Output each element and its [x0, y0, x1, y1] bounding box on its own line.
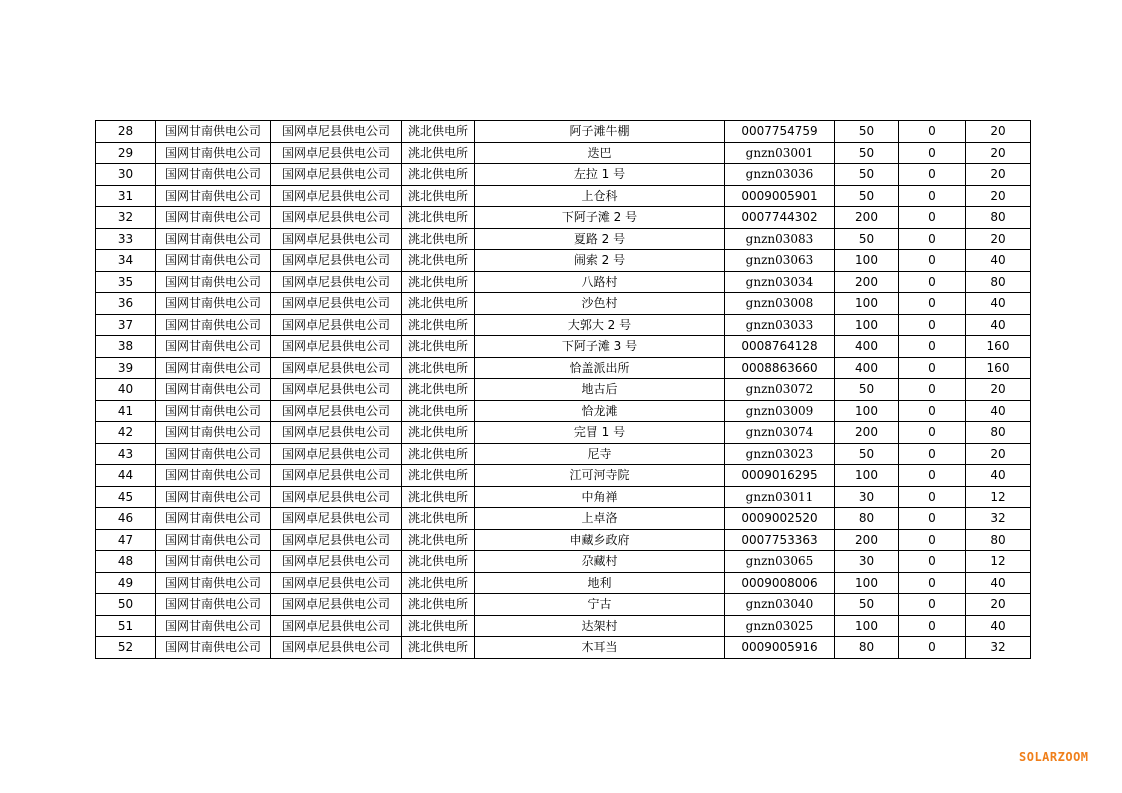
meter-code-cell: gnzn03033	[725, 314, 835, 336]
site-name-cell: 闹索 2 号	[475, 250, 725, 272]
site-name-cell: 迭巴	[475, 142, 725, 164]
station-cell: 洮北供电所	[402, 250, 475, 272]
solarzoom-watermark: SOLARZOOM	[1019, 750, 1089, 764]
value-cell: 0	[899, 250, 966, 272]
value-cell: 0	[899, 271, 966, 293]
station-cell: 洮北供电所	[402, 293, 475, 315]
station-cell: 洮北供电所	[402, 271, 475, 293]
station-cell: 洮北供电所	[402, 207, 475, 229]
value-cell: 0	[899, 615, 966, 637]
site-name-cell: 地古后	[475, 379, 725, 401]
table-row	[96, 142, 1031, 164]
row-index-cell: 29	[96, 142, 156, 164]
meter-code-cell: gnzn03074	[725, 422, 835, 444]
value-cell: 0	[899, 142, 966, 164]
site-name-cell: 尕藏村	[475, 551, 725, 573]
amount-cell: 40	[966, 615, 1031, 637]
row-index-cell: 39	[96, 357, 156, 379]
meter-code-cell: 0008863660	[725, 357, 835, 379]
county-company-cell: 国网卓尼县供电公司	[271, 164, 402, 186]
county-company-cell: 国网卓尼县供电公司	[271, 185, 402, 207]
company-cell: 国网甘南供电公司	[156, 228, 271, 250]
company-cell: 国网甘南供电公司	[156, 207, 271, 229]
company-cell: 国网甘南供电公司	[156, 164, 271, 186]
capacity-cell: 80	[835, 508, 899, 530]
meter-code-cell: 0007753363	[725, 529, 835, 551]
station-cell: 洮北供电所	[402, 508, 475, 530]
county-company-cell: 国网卓尼县供电公司	[271, 379, 402, 401]
station-cell: 洮北供电所	[402, 443, 475, 465]
site-name-cell: 宁古	[475, 594, 725, 616]
row-index-cell: 41	[96, 400, 156, 422]
value-cell: 0	[899, 400, 966, 422]
value-cell: 0	[899, 637, 966, 659]
table-row	[96, 594, 1031, 616]
amount-cell: 160	[966, 336, 1031, 358]
row-index-cell: 51	[96, 615, 156, 637]
meter-code-cell: 0009008006	[725, 572, 835, 594]
company-cell: 国网甘南供电公司	[156, 594, 271, 616]
value-cell: 0	[899, 185, 966, 207]
capacity-cell: 100	[835, 293, 899, 315]
value-cell: 0	[899, 293, 966, 315]
row-index-cell: 37	[96, 314, 156, 336]
site-name-cell: 大郭大 2 号	[475, 314, 725, 336]
meter-code-cell: gnzn03083	[725, 228, 835, 250]
county-company-cell: 国网卓尼县供电公司	[271, 615, 402, 637]
station-cell: 洮北供电所	[402, 142, 475, 164]
site-name-cell: 下阿子滩 3 号	[475, 336, 725, 358]
row-index-cell: 43	[96, 443, 156, 465]
site-name-cell: 地利	[475, 572, 725, 594]
meter-code-cell: gnzn03025	[725, 615, 835, 637]
row-index-cell: 33	[96, 228, 156, 250]
row-index-cell: 30	[96, 164, 156, 186]
capacity-cell: 50	[835, 185, 899, 207]
station-cell: 洮北供电所	[402, 637, 475, 659]
amount-cell: 80	[966, 271, 1031, 293]
capacity-cell: 80	[835, 637, 899, 659]
capacity-cell: 100	[835, 400, 899, 422]
company-cell: 国网甘南供电公司	[156, 443, 271, 465]
capacity-cell: 50	[835, 379, 899, 401]
row-index-cell: 50	[96, 594, 156, 616]
value-cell: 0	[899, 207, 966, 229]
station-cell: 洮北供电所	[402, 336, 475, 358]
capacity-cell: 100	[835, 250, 899, 272]
table-row	[96, 637, 1031, 659]
company-cell: 国网甘南供电公司	[156, 357, 271, 379]
site-name-cell: 左拉 1 号	[475, 164, 725, 186]
row-index-cell: 35	[96, 271, 156, 293]
amount-cell: 20	[966, 379, 1031, 401]
county-company-cell: 国网卓尼县供电公司	[271, 422, 402, 444]
site-name-cell: 八路村	[475, 271, 725, 293]
capacity-cell: 30	[835, 551, 899, 573]
county-company-cell: 国网卓尼县供电公司	[271, 271, 402, 293]
value-cell: 0	[899, 443, 966, 465]
row-index-cell: 28	[96, 121, 156, 143]
meter-code-cell: gnzn03008	[725, 293, 835, 315]
station-cell: 洮北供电所	[402, 379, 475, 401]
row-index-cell: 31	[96, 185, 156, 207]
company-cell: 国网甘南供电公司	[156, 293, 271, 315]
county-company-cell: 国网卓尼县供电公司	[271, 228, 402, 250]
row-index-cell: 32	[96, 207, 156, 229]
county-company-cell: 国网卓尼县供电公司	[271, 594, 402, 616]
station-cell: 洮北供电所	[402, 185, 475, 207]
table-row	[96, 250, 1031, 272]
meter-code-cell: gnzn03009	[725, 400, 835, 422]
county-company-cell: 国网卓尼县供电公司	[271, 293, 402, 315]
amount-cell: 80	[966, 207, 1031, 229]
station-cell: 洮北供电所	[402, 529, 475, 551]
county-company-cell: 国网卓尼县供电公司	[271, 250, 402, 272]
site-name-cell: 下阿子滩 2 号	[475, 207, 725, 229]
company-cell: 国网甘南供电公司	[156, 615, 271, 637]
amount-cell: 20	[966, 228, 1031, 250]
meter-code-cell: 0007754759	[725, 121, 835, 143]
table-row	[96, 228, 1031, 250]
station-cell: 洮北供电所	[402, 314, 475, 336]
site-name-cell: 完冒 1 号	[475, 422, 725, 444]
meter-code-cell: gnzn03040	[725, 594, 835, 616]
capacity-cell: 50	[835, 228, 899, 250]
company-cell: 国网甘南供电公司	[156, 422, 271, 444]
company-cell: 国网甘南供电公司	[156, 121, 271, 143]
capacity-cell: 200	[835, 207, 899, 229]
station-cell: 洮北供电所	[402, 551, 475, 573]
row-index-cell: 38	[96, 336, 156, 358]
row-index-cell: 49	[96, 572, 156, 594]
county-company-cell: 国网卓尼县供电公司	[271, 443, 402, 465]
meter-code-cell: gnzn03036	[725, 164, 835, 186]
station-cell: 洮北供电所	[402, 121, 475, 143]
table-row	[96, 465, 1031, 487]
county-company-cell: 国网卓尼县供电公司	[271, 465, 402, 487]
table-row	[96, 529, 1031, 551]
value-cell: 0	[899, 465, 966, 487]
capacity-cell: 50	[835, 164, 899, 186]
county-company-cell: 国网卓尼县供电公司	[271, 637, 402, 659]
table-row	[96, 551, 1031, 573]
company-cell: 国网甘南供电公司	[156, 400, 271, 422]
table-row	[96, 572, 1031, 594]
company-cell: 国网甘南供电公司	[156, 336, 271, 358]
capacity-cell: 50	[835, 121, 899, 143]
station-cell: 洮北供电所	[402, 357, 475, 379]
value-cell: 0	[899, 379, 966, 401]
row-index-cell: 48	[96, 551, 156, 573]
county-company-cell: 国网卓尼县供电公司	[271, 336, 402, 358]
site-name-cell: 恰龙滩	[475, 400, 725, 422]
county-company-cell: 国网卓尼县供电公司	[271, 529, 402, 551]
site-name-cell: 上仓科	[475, 185, 725, 207]
amount-cell: 40	[966, 293, 1031, 315]
row-index-cell: 36	[96, 293, 156, 315]
value-cell: 0	[899, 357, 966, 379]
amount-cell: 20	[966, 164, 1031, 186]
amount-cell: 12	[966, 486, 1031, 508]
table-body	[96, 121, 1031, 659]
meter-code-cell: 0009005916	[725, 637, 835, 659]
capacity-cell: 400	[835, 336, 899, 358]
amount-cell: 20	[966, 185, 1031, 207]
capacity-cell: 30	[835, 486, 899, 508]
county-company-cell: 国网卓尼县供电公司	[271, 357, 402, 379]
capacity-cell: 100	[835, 465, 899, 487]
site-name-cell: 江可河寺院	[475, 465, 725, 487]
capacity-cell: 50	[835, 142, 899, 164]
station-cell: 洮北供电所	[402, 465, 475, 487]
value-cell: 0	[899, 551, 966, 573]
county-company-cell: 国网卓尼县供电公司	[271, 314, 402, 336]
site-name-cell: 尼寺	[475, 443, 725, 465]
company-cell: 国网甘南供电公司	[156, 185, 271, 207]
table-row	[96, 164, 1031, 186]
table-row	[96, 508, 1031, 530]
value-cell: 0	[899, 594, 966, 616]
company-cell: 国网甘南供电公司	[156, 529, 271, 551]
meter-code-cell: 0009016295	[725, 465, 835, 487]
site-name-cell: 沙色村	[475, 293, 725, 315]
capacity-cell: 100	[835, 314, 899, 336]
site-name-cell: 达架村	[475, 615, 725, 637]
table-row	[96, 357, 1031, 379]
meter-code-cell: 0008764128	[725, 336, 835, 358]
site-name-cell: 上卓洛	[475, 508, 725, 530]
company-cell: 国网甘南供电公司	[156, 508, 271, 530]
table-row	[96, 207, 1031, 229]
table-row	[96, 615, 1031, 637]
value-cell: 0	[899, 314, 966, 336]
company-cell: 国网甘南供电公司	[156, 465, 271, 487]
county-company-cell: 国网卓尼县供电公司	[271, 400, 402, 422]
company-cell: 国网甘南供电公司	[156, 551, 271, 573]
data-table	[95, 120, 1031, 659]
value-cell: 0	[899, 529, 966, 551]
meter-code-cell: 0007744302	[725, 207, 835, 229]
table-row	[96, 443, 1031, 465]
capacity-cell: 50	[835, 443, 899, 465]
site-name-cell: 恰盖派出所	[475, 357, 725, 379]
amount-cell: 20	[966, 142, 1031, 164]
row-index-cell: 47	[96, 529, 156, 551]
county-company-cell: 国网卓尼县供电公司	[271, 142, 402, 164]
table-row	[96, 185, 1031, 207]
value-cell: 0	[899, 508, 966, 530]
company-cell: 国网甘南供电公司	[156, 314, 271, 336]
company-cell: 国网甘南供电公司	[156, 572, 271, 594]
value-cell: 0	[899, 164, 966, 186]
capacity-cell: 200	[835, 271, 899, 293]
table-row	[96, 379, 1031, 401]
site-name-cell: 阿子滩牛棚	[475, 121, 725, 143]
site-name-cell: 木耳当	[475, 637, 725, 659]
county-company-cell: 国网卓尼县供电公司	[271, 508, 402, 530]
meter-code-cell: gnzn03065	[725, 551, 835, 573]
table-row	[96, 400, 1031, 422]
meter-code-cell: gnzn03072	[725, 379, 835, 401]
row-index-cell: 44	[96, 465, 156, 487]
amount-cell: 32	[966, 637, 1031, 659]
amount-cell: 160	[966, 357, 1031, 379]
table-row	[96, 121, 1031, 143]
site-name-cell: 夏路 2 号	[475, 228, 725, 250]
capacity-cell: 100	[835, 572, 899, 594]
capacity-cell: 400	[835, 357, 899, 379]
company-cell: 国网甘南供电公司	[156, 142, 271, 164]
row-index-cell: 52	[96, 637, 156, 659]
row-index-cell: 42	[96, 422, 156, 444]
value-cell: 0	[899, 486, 966, 508]
value-cell: 0	[899, 336, 966, 358]
station-cell: 洮北供电所	[402, 594, 475, 616]
table-row	[96, 336, 1031, 358]
station-cell: 洮北供电所	[402, 164, 475, 186]
capacity-cell: 100	[835, 615, 899, 637]
table-row	[96, 271, 1031, 293]
amount-cell: 40	[966, 465, 1031, 487]
station-cell: 洮北供电所	[402, 615, 475, 637]
station-cell: 洮北供电所	[402, 228, 475, 250]
company-cell: 国网甘南供电公司	[156, 486, 271, 508]
company-cell: 国网甘南供电公司	[156, 637, 271, 659]
row-index-cell: 45	[96, 486, 156, 508]
amount-cell: 20	[966, 121, 1031, 143]
value-cell: 0	[899, 572, 966, 594]
county-company-cell: 国网卓尼县供电公司	[271, 486, 402, 508]
amount-cell: 12	[966, 551, 1031, 573]
station-cell: 洮北供电所	[402, 486, 475, 508]
row-index-cell: 46	[96, 508, 156, 530]
county-company-cell: 国网卓尼县供电公司	[271, 207, 402, 229]
value-cell: 0	[899, 422, 966, 444]
meter-code-cell: gnzn03023	[725, 443, 835, 465]
value-cell: 0	[899, 121, 966, 143]
table-row	[96, 293, 1031, 315]
site-name-cell: 中角禅	[475, 486, 725, 508]
amount-cell: 80	[966, 529, 1031, 551]
amount-cell: 40	[966, 314, 1031, 336]
company-cell: 国网甘南供电公司	[156, 250, 271, 272]
amount-cell: 20	[966, 594, 1031, 616]
meter-code-cell: gnzn03034	[725, 271, 835, 293]
value-cell: 0	[899, 228, 966, 250]
capacity-cell: 50	[835, 594, 899, 616]
capacity-cell: 200	[835, 529, 899, 551]
meter-code-cell: gnzn03011	[725, 486, 835, 508]
table-row	[96, 314, 1031, 336]
amount-cell: 40	[966, 572, 1031, 594]
amount-cell: 80	[966, 422, 1031, 444]
meter-code-cell: gnzn03063	[725, 250, 835, 272]
site-name-cell: 申藏乡政府	[475, 529, 725, 551]
row-index-cell: 34	[96, 250, 156, 272]
county-company-cell: 国网卓尼县供电公司	[271, 551, 402, 573]
amount-cell: 32	[966, 508, 1031, 530]
station-cell: 洮北供电所	[402, 572, 475, 594]
capacity-cell: 200	[835, 422, 899, 444]
station-cell: 洮北供电所	[402, 422, 475, 444]
amount-cell: 40	[966, 400, 1031, 422]
meter-code-cell: gnzn03001	[725, 142, 835, 164]
amount-cell: 40	[966, 250, 1031, 272]
station-cell: 洮北供电所	[402, 400, 475, 422]
county-company-cell: 国网卓尼县供电公司	[271, 121, 402, 143]
row-index-cell: 40	[96, 379, 156, 401]
table-row	[96, 486, 1031, 508]
amount-cell: 20	[966, 443, 1031, 465]
county-company-cell: 国网卓尼县供电公司	[271, 572, 402, 594]
meter-code-cell: 0009002520	[725, 508, 835, 530]
table-row	[96, 422, 1031, 444]
meter-code-cell: 0009005901	[725, 185, 835, 207]
company-cell: 国网甘南供电公司	[156, 379, 271, 401]
company-cell: 国网甘南供电公司	[156, 271, 271, 293]
